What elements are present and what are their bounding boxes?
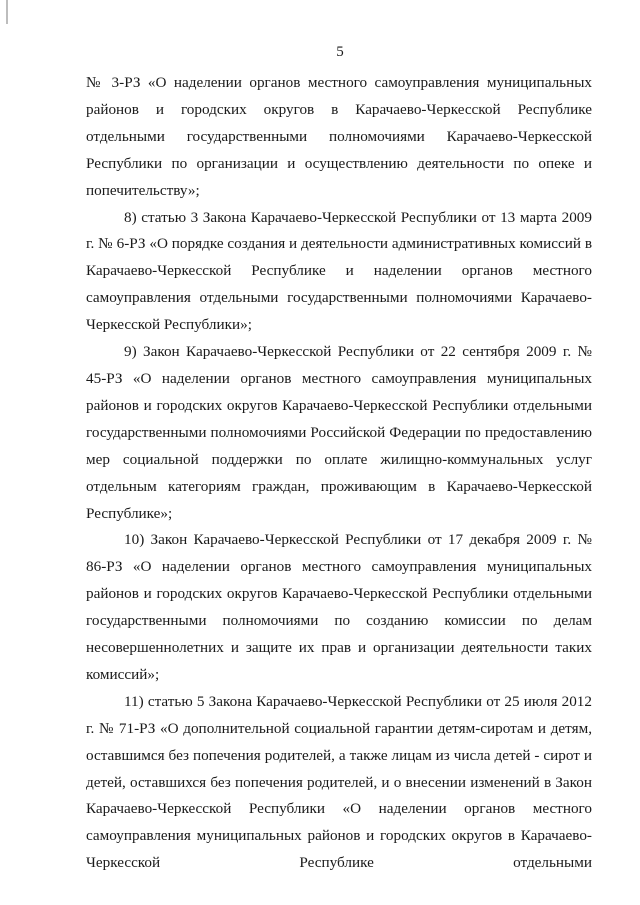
page-number: 5 [336, 44, 344, 60]
paragraph-item-10: 10) Закон Карачаево-Черкесской Республики от 17 декабря 2009 г. № 86-РЗ «О наделении органов местного самоуправления муниципальных районов и городских округов Карачаево-Черкесской Республики отдельными государственными полномочиями по созданию комиссии по делам несовершеннолетних и защите их прав и организации деятельности таких комиссий»; [86, 531, 592, 683]
paragraph-item-9: 9) Закон Карачаево-Черкесской Республики от 22 сентября 2009 г. № 45-РЗ «О наделении органов местного самоуправления муниципальных районов и городских округов Карачаево-Черкесской Республики отдельными государственными полномочиями Российской Федерации по предоставлению мер социальной поддержки по оплате жилищно-коммунальных услуг отдельным категориям граждан, проживающим в Карачаево-Черкесской Республике»; [86, 343, 592, 522]
scan-edge-mark [6, 0, 8, 24]
paragraph-item-11: 11) статью 5 Закона Карачаево-Черкесской Республики от 25 июля 2012 г. № 71-РЗ «О дополнительной социальной гарантии детям-сиротам и детям, оставшимся без попечения родителей, а также лицам из числа детей - сирот и детей, оставшихся без попечения родителей, и о внесении изменений в Закон Карачаево-Черкесской Республики «О наделении органов местного самоуправления муниципальных районов и городских округов в Карачаево-Черкесской Республике отдельными [86, 692, 592, 872]
paragraph-item-8: 8) статью 3 Закона Карачаево-Черкесской Республики от 13 марта 2009 г. № 6-РЗ «О порядке создания и деятельности административных комиссий в Карачаево-Черкесской Республике и наделении органов местного самоуправления отдельными государственными полномочиями Карачаево-Черкесской Республики»; [86, 208, 592, 334]
document-body [86, 70, 592, 877]
paragraph-continuation: № 3-РЗ «О наделении органов местного самоуправления муниципальных районов и городских округов в Карачаево-Черкесской Республике отдельными государственными полномочиями Карачаево-Черкесской Республики по организации и осуществлению деятельности по опеке и попечительству»; [86, 74, 592, 199]
